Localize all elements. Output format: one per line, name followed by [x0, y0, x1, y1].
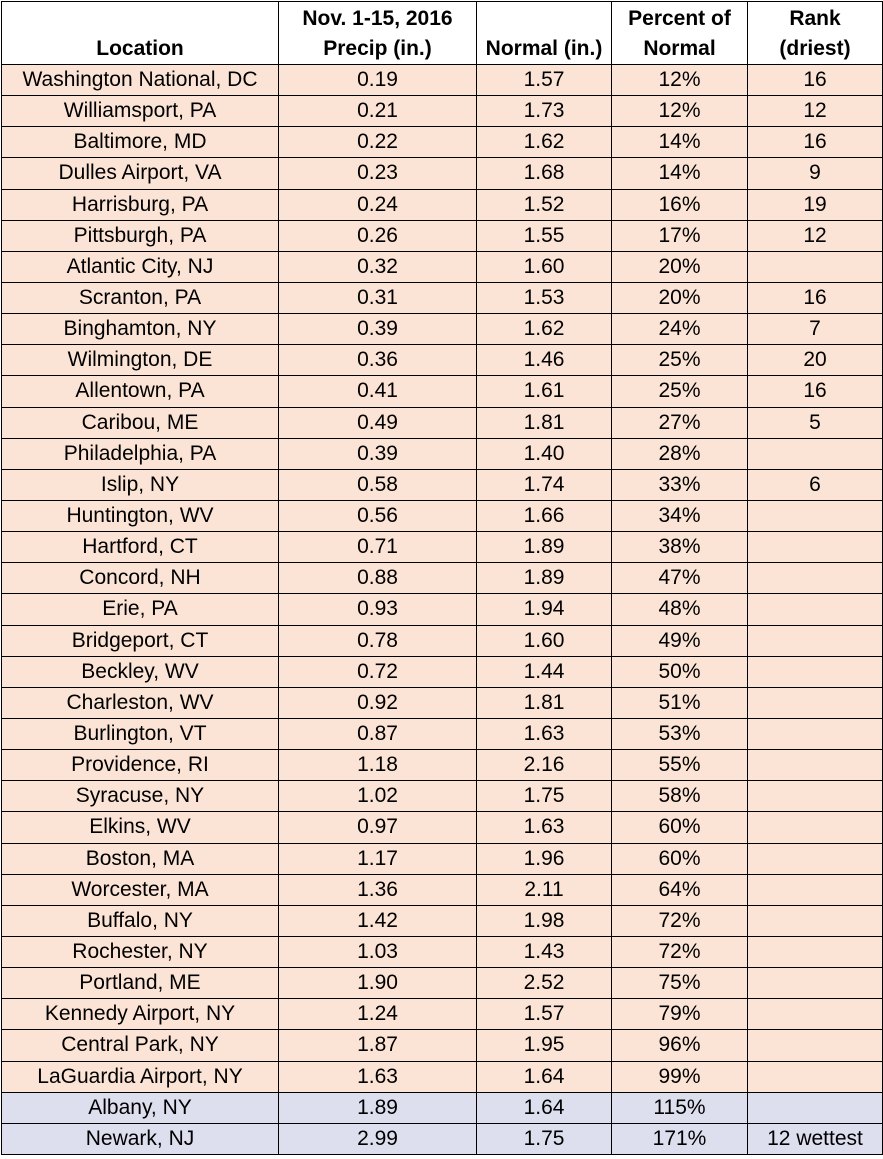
normal-cell: 1.75 [477, 781, 612, 812]
precip-cell: 0.31 [279, 282, 477, 313]
table-row [2, 812, 883, 843]
table-row [2, 376, 883, 407]
rank-cell [748, 1030, 883, 1061]
precipitation-table [1, 1, 883, 1155]
location-cell: Rochester, NY [2, 936, 279, 967]
table-row [2, 781, 883, 812]
rank-cell [748, 843, 883, 874]
precip-cell: 1.17 [279, 843, 477, 874]
table-row [2, 936, 883, 967]
location-cell: Atlantic City, NJ [2, 251, 279, 282]
normal-cell: 1.75 [477, 1123, 612, 1154]
rank-cell: 16 [748, 376, 883, 407]
normal-cell: 1.55 [477, 220, 612, 251]
table-row [2, 1092, 883, 1123]
precip-cell: 1.24 [279, 999, 477, 1030]
location-cell: Elkins, WV [2, 812, 279, 843]
table-row [2, 407, 883, 438]
table-row [2, 905, 883, 936]
precip-cell: 0.24 [279, 189, 477, 220]
precip-cell: 0.39 [279, 314, 477, 345]
normal-cell: 1.95 [477, 1030, 612, 1061]
table-row [2, 1030, 883, 1061]
location-cell: Kennedy Airport, NY [2, 999, 279, 1030]
rank-cell [748, 251, 883, 282]
rank-cell: 12 wettest [748, 1123, 883, 1154]
precip-cell: 0.49 [279, 407, 477, 438]
percent-cell: 20% [612, 282, 748, 313]
normal-cell: 1.81 [477, 407, 612, 438]
rank-cell [748, 968, 883, 999]
percent-cell: 55% [612, 750, 748, 781]
rank-cell [748, 500, 883, 531]
normal-cell: 2.52 [477, 968, 612, 999]
percent-cell: 14% [612, 158, 748, 189]
location-cell: Concord, NH [2, 563, 279, 594]
location-cell: Boston, MA [2, 843, 279, 874]
normal-cell: 1.68 [477, 158, 612, 189]
percent-cell: 99% [612, 1061, 748, 1092]
precip-cell: 0.36 [279, 345, 477, 376]
normal-cell: 1.64 [477, 1092, 612, 1123]
percent-cell: 75% [612, 968, 748, 999]
normal-cell: 1.66 [477, 500, 612, 531]
normal-cell: 2.16 [477, 750, 612, 781]
percent-cell: 72% [612, 905, 748, 936]
table-row [2, 968, 883, 999]
location-cell: Erie, PA [2, 594, 279, 625]
precip-cell: 0.93 [279, 594, 477, 625]
precip-cell: 0.71 [279, 532, 477, 563]
rank-cell [748, 438, 883, 469]
rank-cell [748, 687, 883, 718]
rank-cell [748, 812, 883, 843]
rank-cell: 19 [748, 189, 883, 220]
table-row [2, 750, 883, 781]
header-location-label: Location [96, 37, 184, 60]
location-cell: Charleston, WV [2, 687, 279, 718]
precip-cell: 0.22 [279, 127, 477, 158]
precip-cell: 0.39 [279, 438, 477, 469]
rank-cell [748, 1092, 883, 1123]
rank-cell [748, 905, 883, 936]
percent-cell: 27% [612, 407, 748, 438]
precip-cell: 0.26 [279, 220, 477, 251]
location-cell: Providence, RI [2, 750, 279, 781]
table-row [2, 251, 883, 282]
precip-cell: 0.32 [279, 251, 477, 282]
table-row [2, 532, 883, 563]
percent-cell: 47% [612, 563, 748, 594]
rank-cell [748, 750, 883, 781]
percent-cell: 49% [612, 625, 748, 656]
rank-cell: 5 [748, 407, 883, 438]
header-rank-line2: (driest) [779, 37, 851, 60]
location-cell: Harrisburg, PA [2, 189, 279, 220]
normal-cell: 1.81 [477, 687, 612, 718]
percent-cell: 28% [612, 438, 748, 469]
percent-cell: 25% [612, 376, 748, 407]
location-cell: Newark, NJ [2, 1123, 279, 1154]
percent-cell: 12% [612, 65, 748, 96]
table-row [2, 1061, 883, 1092]
percent-cell: 48% [612, 594, 748, 625]
normal-cell: 1.62 [477, 127, 612, 158]
normal-cell: 1.61 [477, 376, 612, 407]
rank-cell [748, 625, 883, 656]
location-cell: Baltimore, MD [2, 127, 279, 158]
rank-cell: 12 [748, 96, 883, 127]
normal-cell: 1.89 [477, 532, 612, 563]
table-row [2, 189, 883, 220]
precip-cell: 0.23 [279, 158, 477, 189]
header-rank-line1: Rank [789, 7, 841, 30]
rank-cell: 6 [748, 469, 883, 500]
normal-cell: 1.52 [477, 189, 612, 220]
location-cell: Islip, NY [2, 469, 279, 500]
percent-cell: 17% [612, 220, 748, 251]
table-row [2, 999, 883, 1030]
table-row [2, 96, 883, 127]
header-percent [612, 2, 748, 65]
table-row [2, 500, 883, 531]
header-normal-label: Normal (in.) [485, 37, 603, 60]
percent-cell: 34% [612, 500, 748, 531]
location-cell: Central Park, NY [2, 1030, 279, 1061]
table-row [2, 220, 883, 251]
normal-cell: 1.89 [477, 563, 612, 594]
precip-cell: 1.03 [279, 936, 477, 967]
normal-cell: 1.94 [477, 594, 612, 625]
normal-cell: 2.11 [477, 874, 612, 905]
location-cell: LaGuardia Airport, NY [2, 1061, 279, 1092]
table-row [2, 687, 883, 718]
percent-cell: 115% [612, 1092, 748, 1123]
percent-cell: 24% [612, 314, 748, 345]
header-precip-line2: Precip (in.) [323, 37, 432, 60]
precip-cell: 0.78 [279, 625, 477, 656]
rank-cell: 12 [748, 220, 883, 251]
location-cell: Portland, ME [2, 968, 279, 999]
precip-cell: 1.18 [279, 750, 477, 781]
precip-cell: 0.56 [279, 500, 477, 531]
precip-cell: 0.41 [279, 376, 477, 407]
rank-cell: 7 [748, 314, 883, 345]
header-precip-line1: Nov. 1-15, 2016 [302, 7, 453, 30]
location-cell: Syracuse, NY [2, 781, 279, 812]
normal-cell: 1.43 [477, 936, 612, 967]
precip-cell: 1.63 [279, 1061, 477, 1092]
table-row [2, 314, 883, 345]
location-cell: Buffalo, NY [2, 905, 279, 936]
precip-cell: 2.99 [279, 1123, 477, 1154]
location-cell: Washington National, DC [2, 65, 279, 96]
precip-cell: 1.90 [279, 968, 477, 999]
precip-cell: 0.97 [279, 812, 477, 843]
normal-cell: 1.98 [477, 905, 612, 936]
table-row [2, 718, 883, 749]
precip-cell: 1.02 [279, 781, 477, 812]
percent-cell: 58% [612, 781, 748, 812]
percent-cell: 96% [612, 1030, 748, 1061]
normal-cell: 1.53 [477, 282, 612, 313]
location-cell: Binghamton, NY [2, 314, 279, 345]
percent-cell: 79% [612, 999, 748, 1030]
table-row [2, 563, 883, 594]
percent-cell: 38% [612, 532, 748, 563]
rank-cell [748, 999, 883, 1030]
location-cell: Albany, NY [2, 1092, 279, 1123]
percent-cell: 171% [612, 1123, 748, 1154]
precip-cell: 1.42 [279, 905, 477, 936]
normal-cell: 1.62 [477, 314, 612, 345]
location-cell: Hartford, CT [2, 532, 279, 563]
rank-cell: 9 [748, 158, 883, 189]
table-row [2, 1123, 883, 1154]
percent-cell: 12% [612, 96, 748, 127]
normal-cell: 1.60 [477, 251, 612, 282]
percent-cell: 64% [612, 874, 748, 905]
table-row [2, 438, 883, 469]
rank-cell [748, 532, 883, 563]
precip-cell: 1.36 [279, 874, 477, 905]
table-row [2, 345, 883, 376]
normal-cell: 1.74 [477, 469, 612, 500]
rank-cell [748, 936, 883, 967]
location-cell: Scranton, PA [2, 282, 279, 313]
rank-cell [748, 781, 883, 812]
location-cell: Beckley, WV [2, 656, 279, 687]
header-row [2, 2, 883, 65]
location-cell: Wilmington, DE [2, 345, 279, 376]
percent-cell: 14% [612, 127, 748, 158]
table-row [2, 656, 883, 687]
location-cell: Philadelphia, PA [2, 438, 279, 469]
precip-cell: 1.89 [279, 1092, 477, 1123]
location-cell: Williamsport, PA [2, 96, 279, 127]
normal-cell: 1.96 [477, 843, 612, 874]
percent-cell: 16% [612, 189, 748, 220]
location-cell: Dulles Airport, VA [2, 158, 279, 189]
rank-cell [748, 656, 883, 687]
table-row [2, 843, 883, 874]
rank-cell [748, 874, 883, 905]
percent-cell: 25% [612, 345, 748, 376]
percent-cell: 72% [612, 936, 748, 967]
percent-cell: 60% [612, 812, 748, 843]
rank-cell: 20 [748, 345, 883, 376]
percent-cell: 33% [612, 469, 748, 500]
location-cell: Pittsburgh, PA [2, 220, 279, 251]
rank-cell: 16 [748, 65, 883, 96]
normal-cell: 1.64 [477, 1061, 612, 1092]
rank-cell [748, 1061, 883, 1092]
table-row [2, 127, 883, 158]
table-row [2, 594, 883, 625]
table-row [2, 65, 883, 96]
precip-cell: 0.88 [279, 563, 477, 594]
percent-cell: 60% [612, 843, 748, 874]
location-cell: Huntington, WV [2, 500, 279, 531]
rank-cell [748, 594, 883, 625]
header-normal [477, 2, 612, 65]
percent-cell: 53% [612, 718, 748, 749]
table-row [2, 874, 883, 905]
normal-cell: 1.73 [477, 96, 612, 127]
normal-cell: 1.60 [477, 625, 612, 656]
table-row [2, 158, 883, 189]
precip-cell: 0.19 [279, 65, 477, 96]
table-row [2, 625, 883, 656]
normal-cell: 1.57 [477, 65, 612, 96]
percent-cell: 20% [612, 251, 748, 282]
header-rank [748, 2, 883, 65]
rank-cell: 16 [748, 127, 883, 158]
normal-cell: 1.44 [477, 656, 612, 687]
precip-cell: 0.58 [279, 469, 477, 500]
header-location [2, 2, 279, 65]
location-cell: Allentown, PA [2, 376, 279, 407]
normal-cell: 1.57 [477, 999, 612, 1030]
precip-cell: 0.21 [279, 96, 477, 127]
table-body [2, 65, 883, 1155]
location-cell: Burlington, VT [2, 718, 279, 749]
header-percent-line2: Normal [643, 37, 716, 60]
percent-cell: 50% [612, 656, 748, 687]
percent-cell: 51% [612, 687, 748, 718]
normal-cell: 1.63 [477, 812, 612, 843]
table-row [2, 282, 883, 313]
location-cell: Bridgeport, CT [2, 625, 279, 656]
normal-cell: 1.63 [477, 718, 612, 749]
table-row [2, 469, 883, 500]
precip-cell: 0.92 [279, 687, 477, 718]
precip-cell: 0.72 [279, 656, 477, 687]
rank-cell: 16 [748, 282, 883, 313]
normal-cell: 1.40 [477, 438, 612, 469]
rank-cell [748, 718, 883, 749]
rank-cell [748, 563, 883, 594]
header-percent-line1: Percent of [628, 7, 731, 30]
header-precip [279, 2, 477, 65]
precip-cell: 1.87 [279, 1030, 477, 1061]
normal-cell: 1.46 [477, 345, 612, 376]
location-cell: Caribou, ME [2, 407, 279, 438]
location-cell: Worcester, MA [2, 874, 279, 905]
precip-cell: 0.87 [279, 718, 477, 749]
